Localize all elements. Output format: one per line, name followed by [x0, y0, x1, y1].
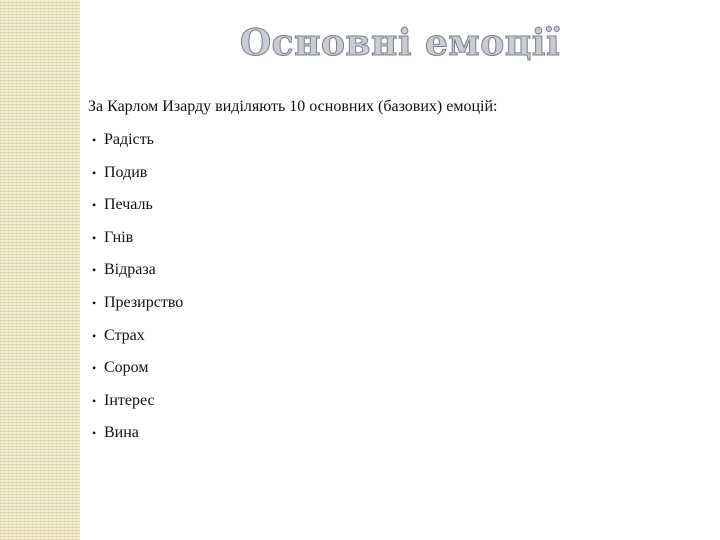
emotion-label: Радість	[104, 131, 154, 148]
intro-text: За Карлом Изарду виділяють 10 основних (базових) емоцій:	[88, 98, 498, 115]
bullet-icon: •	[92, 133, 97, 147]
list-item	[92, 260, 183, 293]
list-item	[92, 228, 183, 261]
bullet-icon: •	[92, 328, 97, 343]
bullet-icon: •	[92, 295, 97, 310]
list-item	[92, 358, 183, 391]
list-item	[92, 130, 183, 163]
bullet-icon: •	[92, 165, 97, 180]
emotion-label: Страх	[104, 326, 145, 344]
emotion-label: Сором	[104, 359, 149, 377]
emotion-list	[92, 130, 183, 456]
bullet-icon: •	[92, 263, 97, 278]
emotion-label: Печаль	[104, 196, 153, 214]
slide-title: Основні емоції	[239, 22, 561, 64]
decorative-side-strip	[0, 0, 80, 540]
emotion-label: Відраза	[104, 261, 156, 279]
list-item	[92, 423, 183, 456]
list-item	[92, 326, 183, 359]
emotion-label: Гнів	[104, 228, 134, 246]
list-item	[92, 163, 183, 196]
list-item	[92, 293, 183, 326]
emotion-label: Презирство	[104, 293, 184, 311]
list-item	[92, 391, 183, 424]
bullet-icon: •	[92, 426, 97, 441]
bullet-icon: •	[92, 361, 97, 376]
bullet-icon: •	[92, 198, 97, 213]
list-item	[92, 195, 183, 228]
emotion-label: Інтерес	[104, 391, 155, 409]
bullet-icon: •	[92, 393, 97, 408]
emotion-label: Вина	[104, 424, 139, 442]
emotion-label: Подив	[104, 163, 148, 181]
bullet-icon: •	[92, 230, 97, 245]
